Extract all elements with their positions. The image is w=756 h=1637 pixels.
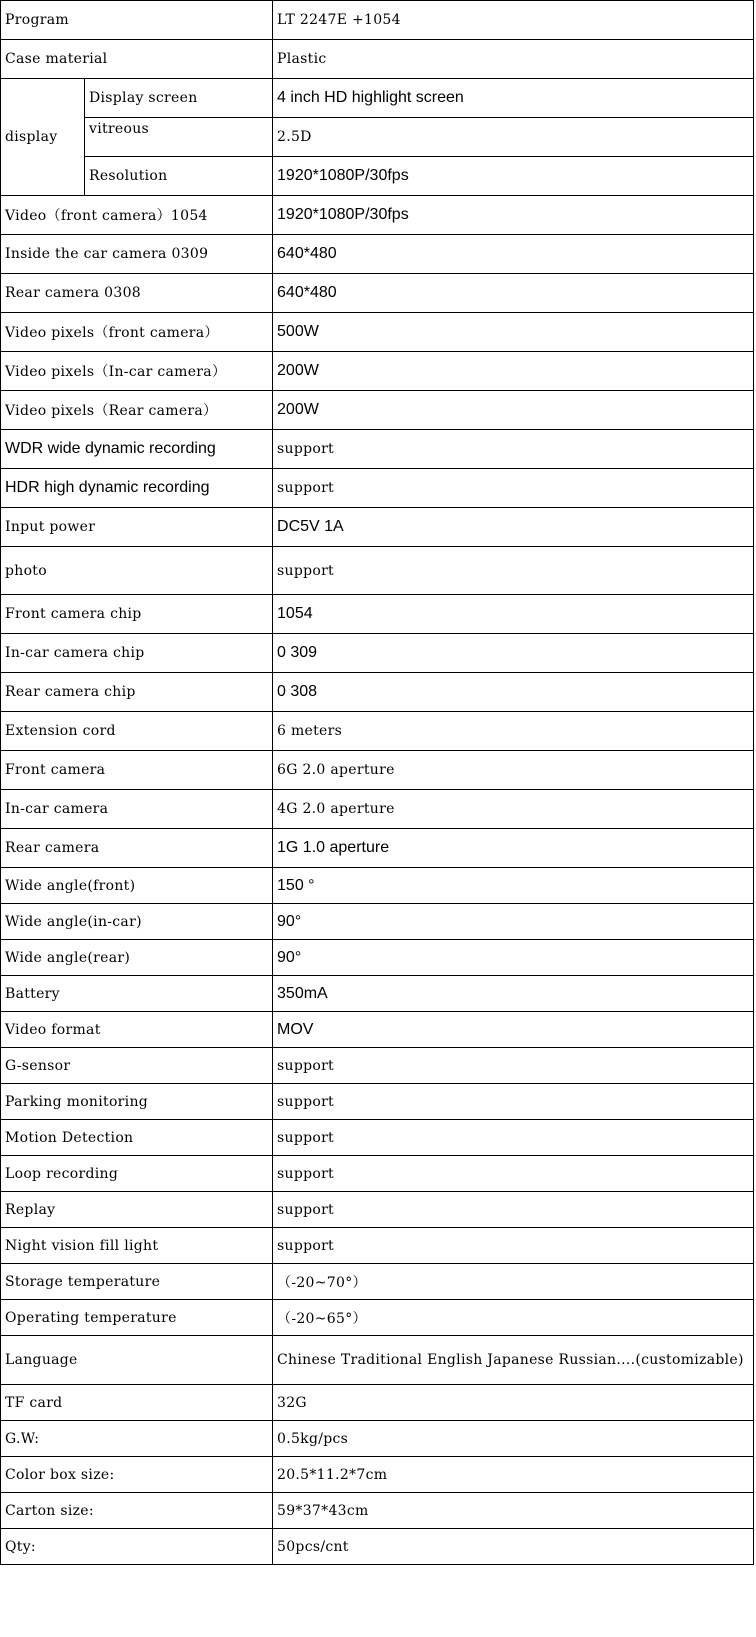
- display-sub-label: Display screen: [85, 79, 273, 118]
- spec-value: 4G 2.0 aperture: [273, 790, 754, 829]
- spec-row: [1, 40, 754, 79]
- spec-label: Battery: [1, 976, 273, 1012]
- spec-row: [1, 352, 754, 391]
- spec-label: Program: [1, 1, 273, 40]
- spec-value: DC5V 1A: [273, 508, 754, 547]
- spec-row: [1, 1421, 754, 1457]
- spec-value: 0.5kg/pcs: [273, 1421, 754, 1457]
- spec-label: Front camera: [1, 751, 273, 790]
- spec-label: Replay: [1, 1192, 273, 1228]
- spec-label: Carton size:: [1, 1493, 273, 1529]
- spec-row: [1, 508, 754, 547]
- spec-label: G.W:: [1, 1421, 273, 1457]
- spec-value: support: [273, 1156, 754, 1192]
- spec-label: Wide angle(front): [1, 868, 273, 904]
- spec-row: [1, 1192, 754, 1228]
- spec-row: [1, 868, 754, 904]
- spec-label: Video pixels（front camera）: [1, 313, 273, 352]
- spec-label: G-sensor: [1, 1048, 273, 1084]
- spec-row: [1, 976, 754, 1012]
- spec-row: [1, 469, 754, 508]
- spec-value: 150 °: [273, 868, 754, 904]
- spec-value: 200W: [273, 391, 754, 430]
- spec-label: In-car camera: [1, 790, 273, 829]
- spec-row: [1, 274, 754, 313]
- spec-row: [1, 712, 754, 751]
- spec-value: 1054: [273, 595, 754, 634]
- spec-value: 6 meters: [273, 712, 754, 751]
- spec-value: （-20~70°）: [273, 1264, 754, 1300]
- spec-row: [1, 1228, 754, 1264]
- spec-label: Language: [1, 1336, 273, 1385]
- spec-row: [1, 391, 754, 430]
- display-sub-label: vitreous: [85, 118, 273, 157]
- spec-label: Case material: [1, 40, 273, 79]
- spec-row: [1, 1012, 754, 1048]
- spec-row: [1, 1336, 754, 1385]
- spec-value: MOV: [273, 1012, 754, 1048]
- spec-label: Motion Detection: [1, 1120, 273, 1156]
- spec-value: （-20~65°）: [273, 1300, 754, 1336]
- spec-label: Input power: [1, 508, 273, 547]
- spec-row: [1, 1457, 754, 1493]
- spec-value: support: [273, 1228, 754, 1264]
- spec-value: 640*480: [273, 235, 754, 274]
- spec-value: Plastic: [273, 40, 754, 79]
- spec-row: [1, 673, 754, 712]
- spec-row: [1, 547, 754, 595]
- display-sub-value: 4 inch HD highlight screen: [273, 79, 754, 118]
- spec-label: Qty:: [1, 1529, 273, 1565]
- spec-row: [1, 790, 754, 829]
- spec-row: [1, 595, 754, 634]
- spec-row: [1, 430, 754, 469]
- spec-label: Video pixels（Rear camera）: [1, 391, 273, 430]
- spec-row: [1, 196, 754, 235]
- spec-value: 0 309: [273, 634, 754, 673]
- spec-row: [1, 235, 754, 274]
- spec-row-display: [1, 118, 754, 157]
- spec-row: [1, 940, 754, 976]
- spec-value: support: [273, 1120, 754, 1156]
- spec-row: [1, 829, 754, 868]
- spec-value: 90°: [273, 904, 754, 940]
- display-sub-value: 1920*1080P/30fps: [273, 157, 754, 196]
- spec-value: support: [273, 430, 754, 469]
- spec-table-body: [1, 1, 754, 1565]
- spec-label: Loop recording: [1, 1156, 273, 1192]
- display-group-label: display: [1, 79, 85, 196]
- spec-label: TF card: [1, 1385, 273, 1421]
- spec-row: [1, 751, 754, 790]
- spec-row: [1, 313, 754, 352]
- spec-label: Rear camera 0308: [1, 274, 273, 313]
- spec-row: [1, 1, 754, 40]
- spec-value: support: [273, 547, 754, 595]
- spec-value: 1920*1080P/30fps: [273, 196, 754, 235]
- spec-row-display: [1, 79, 754, 118]
- spec-value: 90°: [273, 940, 754, 976]
- spec-label: Color box size:: [1, 1457, 273, 1493]
- spec-label: HDR high dynamic recording: [1, 469, 273, 508]
- spec-value: 20.5*11.2*7cm: [273, 1457, 754, 1493]
- spec-value: 32G: [273, 1385, 754, 1421]
- spec-value: support: [273, 469, 754, 508]
- spec-row: [1, 634, 754, 673]
- spec-value: 50pcs/cnt: [273, 1529, 754, 1565]
- spec-label: Wide angle(in-car): [1, 904, 273, 940]
- spec-row: [1, 1529, 754, 1565]
- spec-row: [1, 1156, 754, 1192]
- spec-value: 59*37*43cm: [273, 1493, 754, 1529]
- spec-value: 1G 1.0 aperture: [273, 829, 754, 868]
- spec-label: WDR wide dynamic recording: [1, 430, 273, 469]
- spec-label: Video（front camera）1054: [1, 196, 273, 235]
- spec-value: 500W: [273, 313, 754, 352]
- spec-label: Inside the car camera 0309: [1, 235, 273, 274]
- display-sub-value: 2.5D: [273, 118, 754, 157]
- spec-label: Rear camera: [1, 829, 273, 868]
- spec-label: Front camera chip: [1, 595, 273, 634]
- spec-value: support: [273, 1192, 754, 1228]
- spec-row: [1, 1385, 754, 1421]
- spec-row-display: [1, 157, 754, 196]
- spec-label: Rear camera chip: [1, 673, 273, 712]
- spec-label: Storage temperature: [1, 1264, 273, 1300]
- spec-value: support: [273, 1048, 754, 1084]
- spec-row: [1, 1084, 754, 1120]
- spec-row: [1, 1493, 754, 1529]
- spec-value: 0 308: [273, 673, 754, 712]
- spec-value: 6G 2.0 aperture: [273, 751, 754, 790]
- spec-row: [1, 1264, 754, 1300]
- spec-label: Night vision fill light: [1, 1228, 273, 1264]
- spec-value: LT 2247E +1054: [273, 1, 754, 40]
- display-sub-label: Resolution: [85, 157, 273, 196]
- spec-value: support: [273, 1084, 754, 1120]
- spec-value: 350mA: [273, 976, 754, 1012]
- spec-row: [1, 1300, 754, 1336]
- spec-label: Video format: [1, 1012, 273, 1048]
- spec-value: 200W: [273, 352, 754, 391]
- spec-label: In-car camera chip: [1, 634, 273, 673]
- spec-label: Video pixels（In-car camera）: [1, 352, 273, 391]
- spec-label: Operating temperature: [1, 1300, 273, 1336]
- spec-label: Wide angle(rear): [1, 940, 273, 976]
- spec-row: [1, 1048, 754, 1084]
- spec-label: Parking monitoring: [1, 1084, 273, 1120]
- spec-value: 640*480: [273, 274, 754, 313]
- spec-row: [1, 904, 754, 940]
- spec-label: photo: [1, 547, 273, 595]
- spec-row: [1, 1120, 754, 1156]
- spec-value: Chinese Traditional English Japanese Russian....(customizable): [273, 1336, 754, 1385]
- spec-label: Extension cord: [1, 712, 273, 751]
